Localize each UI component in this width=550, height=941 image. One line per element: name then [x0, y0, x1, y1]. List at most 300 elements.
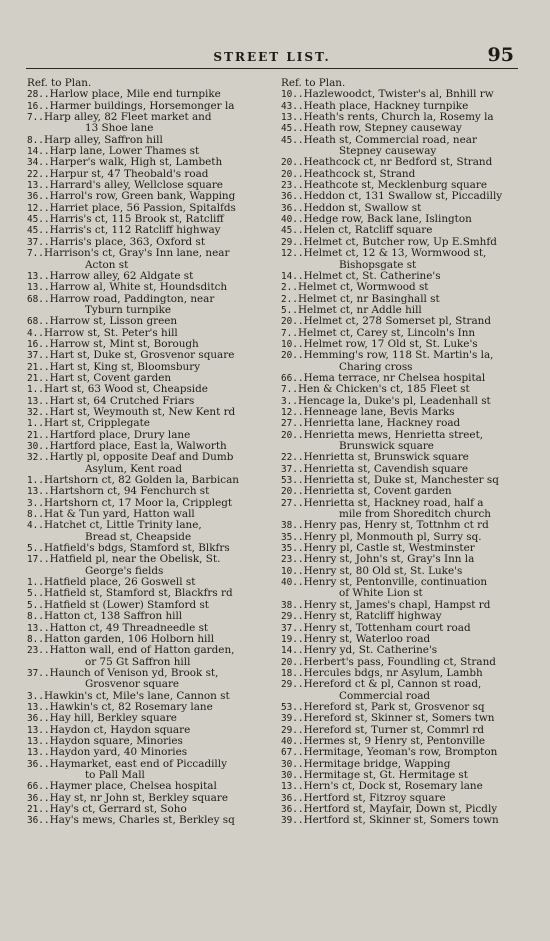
- plan-ref: 32..: [27, 452, 50, 464]
- street-name: Hawkin's ct, 82 Rosemary lane: [49, 701, 213, 713]
- plan-ref: 13..: [27, 395, 50, 407]
- street-entry: [27, 135, 265, 146]
- street-entry: [281, 611, 519, 622]
- plan-ref: 28..: [27, 89, 50, 101]
- street-entry: [27, 169, 265, 180]
- street-entry: [281, 498, 519, 509]
- plan-ref: 20..: [281, 168, 304, 180]
- street-entry: [281, 815, 519, 826]
- plan-ref: 37..: [281, 463, 304, 475]
- plan-ref: 13..: [27, 747, 50, 759]
- plan-ref: 5..: [27, 543, 44, 555]
- street-entry: [281, 146, 519, 157]
- street-entry: [27, 804, 265, 815]
- street-name: Hemming's row, 118 St. Martin's la,: [303, 350, 494, 362]
- plan-ref: 5..: [281, 304, 298, 316]
- street-entry: [27, 554, 265, 565]
- street-name: Helmet ct, Wormwood st: [297, 282, 429, 294]
- street-entry: [281, 157, 519, 168]
- plan-ref: 40..: [281, 577, 304, 589]
- street-entry: [27, 532, 265, 543]
- street-name: Hatfield st, Stamford st, Blackfrs rd: [43, 588, 233, 600]
- page-header: [26, 44, 518, 66]
- street-entry: [27, 396, 265, 407]
- street-entry: [27, 282, 265, 293]
- street-name: Harris's ct, 115 Brook st, Ratcliff: [49, 214, 224, 226]
- plan-ref: 13..: [27, 180, 50, 192]
- street-name: Hertford st, Mayfair, Down st, Picdly: [303, 804, 498, 815]
- plan-ref: 40..: [281, 735, 304, 747]
- street-entry: [281, 623, 519, 634]
- street-entry: [27, 770, 265, 781]
- street-name: Harris's place, 363, Oxford st: [49, 236, 206, 248]
- street-entry: [281, 713, 519, 724]
- street-name: Helmet ct, Carey st, Lincoln's Inn: [297, 327, 476, 339]
- street-entry: [27, 214, 265, 225]
- plan-ref: 8..: [27, 633, 44, 645]
- street-entry: [281, 793, 519, 804]
- street-name: Hart st, Weymouth st, New Kent rd: [49, 406, 236, 418]
- street-name: Hermitage bridge, Wapping: [303, 758, 451, 770]
- street-entry: [281, 464, 519, 475]
- street-entry: [281, 554, 519, 565]
- street-entry: [27, 305, 265, 316]
- street-name: Hermitage, Yeoman's row, Brompton: [303, 747, 498, 759]
- street-entry: [281, 316, 519, 327]
- street-name: Henry pl, Monmouth pl, Surry sq.: [303, 531, 482, 543]
- street-entry: [281, 362, 519, 373]
- street-entry: [281, 634, 519, 645]
- plan-ref: 7..: [281, 384, 298, 396]
- plan-ref: 39..: [281, 713, 304, 725]
- street-entry: [281, 294, 519, 305]
- plan-ref: 1..: [27, 577, 44, 589]
- column-heading: Ref. to Plan.: [281, 77, 346, 89]
- street-entry: [27, 747, 265, 758]
- street-name: Hatchet ct, Little Trinity lane,: [43, 520, 202, 532]
- street-entry: [27, 350, 265, 361]
- plan-ref: 7..: [281, 327, 298, 339]
- street-entry: [281, 747, 519, 758]
- street-name: Henry pas, Henry st, Tottnhm ct rd: [303, 520, 489, 532]
- street-name: Heathcock ct, nr Bedford st, Strand: [303, 157, 493, 169]
- street-entry: [27, 566, 265, 577]
- street-name: Hat & Tun yard, Hatton wall: [43, 509, 195, 521]
- street-entry: [281, 373, 519, 384]
- running-title: STREET LIST.: [213, 50, 331, 64]
- street-name: Bishopsgate st: [339, 259, 417, 271]
- plan-ref: 35..: [281, 543, 304, 555]
- street-name: Hartly pl, opposite Deaf and Dumb: [49, 452, 234, 464]
- street-entry: [27, 475, 265, 486]
- plan-ref: 4..: [27, 327, 44, 339]
- street-entry: [281, 328, 519, 339]
- street-entry: [281, 214, 519, 225]
- street-name: Hartford place, East la, Walworth: [49, 441, 227, 452]
- street-entry: [281, 702, 519, 713]
- street-name: 13 Shoe lane: [85, 123, 154, 135]
- street-entry: [27, 294, 265, 305]
- plan-ref: 7..: [27, 248, 44, 260]
- street-entry: [281, 452, 519, 463]
- plan-ref: 36..: [281, 804, 304, 815]
- street-name: Hatfield pl, near the Obelisk, St.: [49, 554, 221, 566]
- page-number: 95: [487, 44, 514, 66]
- street-entry: [281, 566, 519, 577]
- plan-ref: 21..: [27, 804, 50, 815]
- plan-ref: 27..: [281, 418, 304, 430]
- street-entry: [281, 577, 519, 588]
- street-entry: [27, 271, 265, 282]
- street-entry: [27, 373, 265, 384]
- plan-ref: 20..: [281, 429, 304, 441]
- street-entry: [27, 588, 265, 599]
- street-entry: [27, 509, 265, 520]
- plan-ref: 20..: [281, 350, 304, 362]
- street-name: Hermitage st, Gt. Hermitage st: [303, 769, 468, 781]
- street-entry: [281, 759, 519, 770]
- plan-ref: 36..: [27, 815, 50, 827]
- plan-ref: 21..: [27, 372, 50, 384]
- street-name: Hema terrace, nr Chelsea hospital: [303, 372, 486, 384]
- plan-ref: 8..: [27, 134, 44, 146]
- street-entry: [27, 430, 265, 441]
- plan-ref: 67..: [281, 747, 304, 759]
- street-entry: [27, 237, 265, 248]
- street-name: Hart st, 63 Wood st, Cheapside: [43, 384, 208, 396]
- street-name: or 75 Gt Saffron hill: [85, 656, 191, 668]
- street-name: Harrol's row, Green bank, Wapping: [49, 191, 236, 203]
- street-name: Heathcote st, Mecklenburg square: [303, 180, 487, 192]
- street-name: Hereford st, Park st, Grosvenor sq: [303, 701, 485, 713]
- street-name: Hereford st, Skinner st, Somers twn: [303, 713, 495, 725]
- plan-ref: 23..: [281, 180, 304, 192]
- street-entry: [281, 770, 519, 781]
- street-name: Harpur st, 47 Theobald's road: [49, 168, 209, 180]
- street-name: Helmet ct, 278 Somerset pl, Strand: [303, 316, 492, 328]
- plan-ref: 20..: [281, 316, 304, 328]
- plan-ref: 14..: [281, 270, 304, 282]
- street-entry: [27, 691, 265, 702]
- plan-ref: 13..: [27, 735, 50, 747]
- plan-ref: 37..: [27, 236, 50, 248]
- plan-ref: 18..: [281, 667, 304, 679]
- street-entry: [281, 112, 519, 123]
- street-entry: [27, 645, 265, 656]
- street-entry: [27, 668, 265, 679]
- plan-ref: 13..: [27, 282, 50, 294]
- street-name: Henrietta st, Hackney road, half a: [303, 497, 484, 509]
- street-entry: [27, 248, 265, 259]
- street-name: Hay's mews, Charles st, Berkley sq: [49, 815, 235, 827]
- street-entry: [27, 486, 265, 497]
- plan-ref: 7..: [27, 112, 44, 124]
- street-name: George's fields: [85, 565, 164, 577]
- plan-ref: 16..: [27, 338, 50, 350]
- plan-ref: 12..: [281, 248, 304, 260]
- street-name: Hart st, Covent garden: [49, 372, 172, 384]
- street-entry: [281, 89, 519, 100]
- street-entry: [27, 407, 265, 418]
- street-name: mile from Shoreditch church: [339, 509, 492, 521]
- plan-ref: 45..: [27, 214, 50, 226]
- street-name: Hartshorn ct, 94 Fenchurch st: [49, 486, 210, 498]
- street-name: Hercules bdgs, nr Asylum, Lambh: [303, 667, 483, 679]
- street-entry: [281, 520, 519, 531]
- street-entry: [281, 804, 519, 815]
- plan-ref: 8..: [27, 611, 44, 623]
- street-name: Helmet ct, St. Catherine's: [303, 270, 441, 282]
- street-entry: [281, 123, 519, 134]
- plan-ref: 13..: [281, 781, 304, 793]
- street-name: Hen & Chicken's ct, 185 Fleet st: [297, 384, 470, 396]
- street-entry: [281, 781, 519, 792]
- street-entry: [27, 328, 265, 339]
- street-name: Hart st, Cripplegate: [43, 418, 150, 430]
- street-entry: [27, 203, 265, 214]
- street-name: Henry pl, Castle st, Westminster: [303, 543, 475, 555]
- plan-ref: 5..: [27, 599, 44, 611]
- plan-ref: 45..: [281, 123, 304, 135]
- street-entry: [281, 169, 519, 180]
- street-name: Henry st, Tottenham court road: [303, 622, 471, 634]
- street-name: Henrietta st, Duke st, Manchester sq: [303, 475, 499, 487]
- street-name: Helmet ct, 12 & 13, Wormwood st,: [303, 248, 487, 260]
- plan-ref: 21..: [27, 361, 50, 373]
- street-entry: [281, 475, 519, 486]
- street-name: Hart st, King st, Bloomsbury: [49, 361, 201, 373]
- street-entry: [27, 316, 265, 327]
- plan-ref: 34..: [27, 157, 50, 169]
- street-name: Hermes st, 9 Henry st, Pentonville: [303, 735, 486, 747]
- plan-ref: 21..: [27, 429, 50, 441]
- street-entry: [27, 781, 265, 792]
- plan-ref: 23..: [27, 645, 50, 657]
- plan-ref: 2..: [281, 293, 298, 305]
- street-name: Haydon square, Minories: [49, 735, 183, 747]
- plan-ref: 36..: [281, 202, 304, 214]
- street-entry: [281, 691, 519, 702]
- street-name: Hatton garden, 106 Holborn hill: [43, 633, 215, 645]
- street-name: Henrietta lane, Hackney road: [303, 418, 461, 430]
- plan-ref: 45..: [281, 134, 304, 146]
- street-name: Hatfield's bdgs, Stamford st, Blkfrs: [43, 543, 230, 555]
- street-entry: [281, 543, 519, 554]
- plan-ref: 23..: [281, 554, 304, 566]
- street-name: Henry st, 80 Old st, St. Luke's: [303, 565, 463, 577]
- street-entry: [281, 203, 519, 214]
- street-entry: [27, 146, 265, 157]
- plan-ref: 66..: [27, 781, 50, 793]
- plan-ref: 16..: [27, 100, 50, 112]
- street-entry: [281, 339, 519, 350]
- header-rule: [26, 68, 518, 69]
- street-entry: [281, 679, 519, 690]
- plan-ref: 36..: [281, 792, 304, 804]
- street-entry: [27, 260, 265, 271]
- street-entry: [27, 634, 265, 645]
- plan-ref: 3..: [27, 497, 44, 509]
- plan-ref: 17..: [27, 554, 50, 566]
- plan-ref: 13..: [27, 486, 50, 498]
- street-entry: [27, 679, 265, 690]
- street-name: Henry st, Ratcliff highway: [303, 611, 442, 623]
- plan-ref: 1..: [27, 418, 44, 430]
- street-name: Henrietta st, Cavendish square: [303, 463, 469, 475]
- street-name: Harmer buildings, Horsemonger la: [49, 100, 235, 112]
- street-name: Harrow st, St. Peter's hill: [43, 327, 178, 339]
- street-name: Hatfield st (Lower) Stamford st: [43, 599, 209, 611]
- street-entry: [27, 123, 265, 134]
- plan-ref: 37..: [27, 667, 50, 679]
- street-name: Tyburn turnpike: [85, 304, 172, 316]
- plan-ref: 4..: [27, 520, 44, 532]
- street-name: Helmet ct, Butcher row, Up E.Smhfd: [303, 236, 497, 248]
- street-name: Harp lane, Lower Thames st: [49, 146, 200, 158]
- street-entry: [27, 815, 265, 826]
- street-name: Haydon ct, Haydon square: [49, 724, 191, 736]
- street-name: Hereford st, Turner st, Commrl rd: [303, 724, 484, 736]
- street-name: Henrietta st, Covent garden: [303, 486, 452, 498]
- plan-ref: 20..: [281, 157, 304, 169]
- street-entry: [281, 271, 519, 282]
- street-name: Asylum, Kent road: [85, 463, 183, 475]
- street-name: Hatton wall, end of Hatton garden,: [49, 645, 235, 657]
- street-entry: [27, 418, 265, 429]
- plan-ref: 68..: [27, 316, 50, 328]
- street-entry: [281, 486, 519, 497]
- street-name: Haunch of Venison yd, Brook st,: [49, 667, 219, 679]
- left-column: [27, 78, 265, 827]
- plan-ref: 38..: [281, 520, 304, 532]
- street-name: Hedge row, Back lane, Islington: [303, 214, 472, 226]
- street-name: of White Lion st: [339, 588, 423, 600]
- street-entry: [281, 509, 519, 520]
- plan-ref: 22..: [281, 452, 304, 464]
- plan-ref: 13..: [27, 622, 50, 634]
- column-heading: Ref. to Plan.: [27, 77, 92, 89]
- plan-ref: 12..: [281, 406, 304, 418]
- plan-ref: 13..: [281, 112, 304, 124]
- street-entry: [281, 191, 519, 202]
- street-entry: [27, 623, 265, 634]
- plan-ref: 45..: [27, 225, 50, 237]
- street-entry: [27, 736, 265, 747]
- street-name: Henry st, Waterloo road: [303, 633, 431, 645]
- street-name: Hazlewoodct, Twister's al, Bnhill rw: [303, 89, 494, 101]
- street-name: Heddon st, Swallow st: [303, 202, 422, 214]
- street-name: Herbert's pass, Foundling ct, Strand: [303, 656, 496, 668]
- street-name: Henry st, James's chapl, Hampst rd: [303, 599, 491, 611]
- plan-ref: 35..: [281, 531, 304, 543]
- street-entry: [27, 725, 265, 736]
- street-name: Hart st, Duke st, Grosvenor square: [49, 350, 235, 362]
- plan-ref: 8..: [27, 509, 44, 521]
- plan-ref: 27..: [281, 497, 304, 509]
- plan-ref: 13..: [27, 701, 50, 713]
- street-entry: [27, 600, 265, 611]
- street-name: Hatfield place, 26 Goswell st: [43, 577, 196, 589]
- street-name: Heath row, Stepney causeway: [303, 123, 462, 135]
- street-name: Harrow al, White st, Houndsditch: [49, 282, 228, 294]
- street-name: Heddon ct, 131 Swallow st, Piccadilly: [303, 191, 503, 203]
- plan-ref: 12..: [27, 202, 50, 214]
- street-name: Heath st, Commercial road, near: [303, 134, 477, 146]
- street-name: to Pall Mall: [85, 769, 145, 781]
- plan-ref: 40..: [281, 214, 304, 226]
- street-entry: [27, 157, 265, 168]
- street-name: Grosvenor square: [85, 679, 180, 691]
- plan-ref: 13..: [27, 724, 50, 736]
- street-entry: [281, 657, 519, 668]
- street-entry: [27, 452, 265, 463]
- plan-ref: 3..: [281, 395, 298, 407]
- street-name: Stepney causeway: [339, 146, 437, 158]
- plan-ref: 32..: [27, 406, 50, 418]
- plan-ref: 2..: [281, 282, 298, 294]
- plan-ref: 66..: [281, 372, 304, 384]
- street-name: Hatton ct, 138 Saffron hill: [43, 611, 183, 623]
- street-entry: [281, 350, 519, 361]
- street-name: Harlow place, Mile end turnpike: [49, 89, 221, 101]
- plan-ref: 3..: [27, 690, 44, 702]
- plan-ref: 20..: [281, 486, 304, 498]
- plan-ref: 1..: [27, 384, 44, 396]
- street-entry: [27, 577, 265, 588]
- street-name: Haymarket, east end of Piccadilly: [49, 758, 227, 770]
- street-name: Harrow st, Mint st, Borough: [49, 338, 199, 350]
- street-name: Heath's rents, Church la, Rosemy la: [303, 112, 494, 124]
- plan-ref: 30..: [27, 441, 50, 452]
- street-name: Charing cross: [339, 361, 413, 373]
- plan-ref: 22..: [27, 168, 50, 180]
- plan-ref: 30..: [281, 769, 304, 781]
- street-entry: [281, 430, 519, 441]
- street-name: Hereford ct & pl, Cannon st road,: [303, 679, 482, 691]
- street-name: Hartford place, Drury lane: [49, 429, 191, 441]
- street-entry: [281, 384, 519, 395]
- plan-ref: 68..: [27, 293, 50, 305]
- street-entry: [27, 112, 265, 123]
- street-entry: [27, 339, 265, 350]
- plan-ref: 30..: [281, 758, 304, 770]
- street-entry: [27, 702, 265, 713]
- street-name: Hay hill, Berkley square: [49, 713, 177, 725]
- street-name: Hatton ct, 49 Threadneedle st: [49, 622, 209, 634]
- street-name: Hertford st, Fitzroy square: [303, 792, 446, 804]
- plan-ref: 36..: [27, 758, 50, 770]
- street-name: Harrow alley, 62 Aldgate st: [49, 270, 194, 282]
- street-name: Henrietta st, Brunswick square: [303, 452, 469, 464]
- street-entry: [27, 362, 265, 373]
- plan-ref: 29..: [281, 236, 304, 248]
- street-entry: [281, 736, 519, 747]
- street-entry: [27, 101, 265, 112]
- street-name: Harrard's alley, Wellclose square: [49, 180, 223, 192]
- plan-ref: 10..: [281, 565, 304, 577]
- street-entry: [27, 464, 265, 475]
- street-entry: [27, 713, 265, 724]
- street-name: Harp alley, Saffron hill: [43, 134, 163, 146]
- plan-ref: 14..: [281, 645, 304, 657]
- street-entry: [281, 668, 519, 679]
- plan-ref: 10..: [281, 89, 304, 101]
- street-entry: [27, 441, 265, 452]
- street-entry: [281, 600, 519, 611]
- street-name: Heathcock st, Strand: [303, 168, 416, 180]
- plan-ref: 29..: [281, 679, 304, 691]
- plan-ref: 36..: [281, 191, 304, 203]
